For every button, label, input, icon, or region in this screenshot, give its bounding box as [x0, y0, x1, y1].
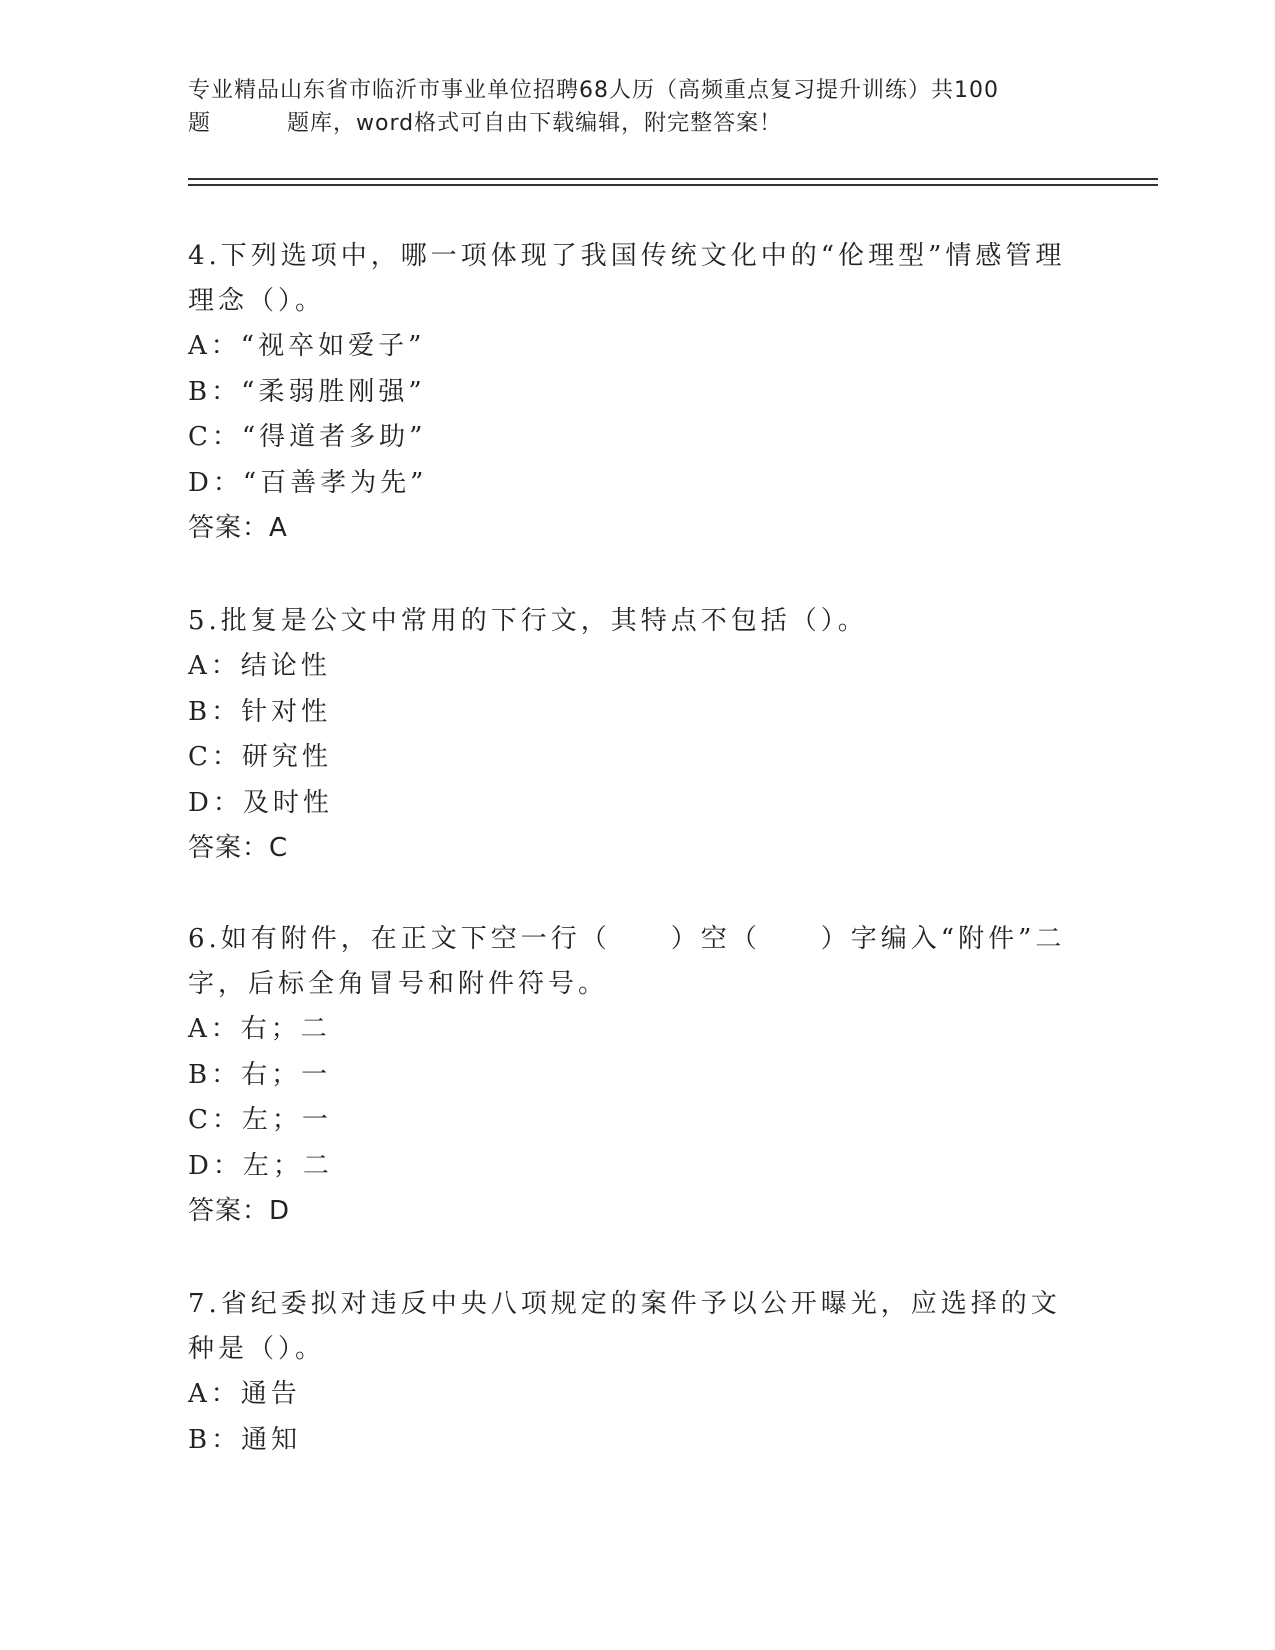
answer-label: 答案：	[188, 833, 270, 863]
question-7	[188, 1282, 1068, 1463]
option-a: A：“视卒如爱子”	[188, 331, 426, 361]
option-b: B：“柔弱胜刚强”	[188, 376, 426, 407]
header-title-line2	[188, 107, 1088, 140]
option-a: A：通告	[188, 1379, 301, 1409]
question-stem: 5.批复是公文中常用的下行文，其特点不包括（）。	[188, 606, 868, 636]
option-c: C：左；一	[188, 1105, 332, 1135]
option-a: A：结论性	[188, 651, 331, 681]
option-c: C：研究性	[188, 742, 332, 772]
option-d: D：左；二	[188, 1150, 333, 1181]
header-title-line2-left: 题	[188, 111, 212, 136]
option-d: D：及时性	[188, 787, 333, 818]
question-stem: 6.如有附件，在正文下空一行（ ）空（ ）字编入“附件”二字，后标全角冒号和附件符号。	[188, 924, 1066, 999]
header-title-line1: 专业精品山东省市临沂市事业单位招聘68人历（高频重点复习提升训练）共100	[188, 78, 999, 103]
header-divider-bottom	[188, 184, 1158, 186]
option-c: C：“得道者多助”	[188, 422, 427, 452]
question-stem: 7.省纪委拟对违反中央八项规定的案件予以公开曝光，应选择的文种是（）。	[188, 1289, 1061, 1364]
header-divider-top	[188, 178, 1158, 180]
option-d: D：“百善孝为先”	[188, 467, 428, 498]
question-4	[188, 234, 1068, 551]
answer-line	[188, 506, 1068, 551]
answer-line	[188, 826, 1068, 871]
answer-label: 答案：	[188, 1196, 270, 1226]
answer-line	[188, 1189, 1068, 1234]
option-b: B：针对性	[188, 696, 332, 727]
option-b: B：右；一	[188, 1059, 332, 1090]
option-b: B：通知	[188, 1424, 302, 1455]
answer-value: C	[269, 833, 289, 863]
question-6	[188, 917, 1068, 1234]
option-a: A：右；二	[188, 1014, 331, 1044]
answer-label: 答案：	[188, 513, 270, 543]
document-header	[188, 74, 1088, 140]
answer-value: D	[269, 1196, 291, 1226]
question-5	[188, 599, 1068, 871]
question-stem: 4.下列选项中，哪一项体现了我国传统文化中的“伦理型”情感管理理念（）。	[188, 241, 1066, 316]
header-title-line2-right: 题库，word格式可自由下载编辑，附完整答案！	[287, 111, 783, 136]
answer-value: A	[269, 513, 288, 543]
